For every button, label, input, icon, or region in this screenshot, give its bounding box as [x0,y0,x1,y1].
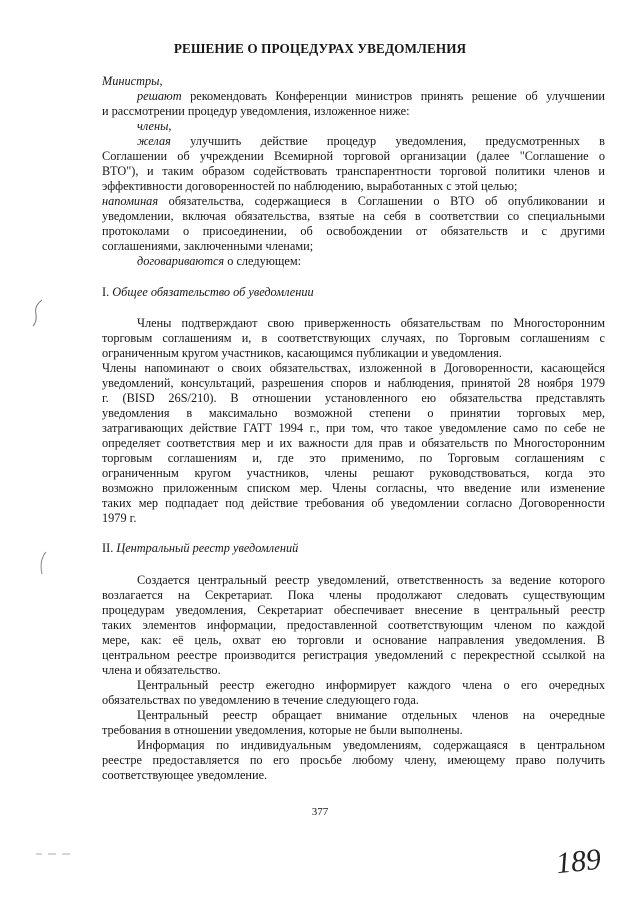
section-number: I. [102,285,113,299]
section-1-line: уведомлений, консультаций, разрешения споров и наблюдения, принятой 28 ноября 1979 [102,376,605,390]
margin-mark [36,550,50,576]
section-1-line: 1979 г. [102,511,137,525]
section-1-line: определяет соответствия мер и их важности для прав и обязательств по Многосторонним [102,436,605,450]
preamble-line-4: члены, [137,119,172,133]
section-2-line: соответствующее уведомление. [102,768,268,782]
preamble-line-3: и рассмотрении процедур уведомления, изложенное ниже: [102,104,410,118]
section-2-line: мере, как: её цель, охват ею торговли и основание направления уведомления. В [102,633,605,647]
section-2-line: таких элементов информации, предоставленной соответствующим членом по каждой [102,618,605,632]
scan-artifact [34,850,74,858]
section-1-line: торговым соглашениям и, в соответствующих случаях, по Торговым соглашениям с [102,331,605,345]
preamble-text: обязательства, содержащиеся в Соглашении о ВТО об опубликовании и [158,194,605,208]
section-title: Центральный реестр уведомлений [116,541,299,555]
preamble-line-5 [137,134,605,149]
section-1-line: ограниченным кругом участников, члены решают руководствоваться, когда это [102,466,605,480]
section-2-line: члена и обязательство. [102,663,221,677]
section-2-line: процедурам уведомления, Секретариат обеспечивает внесение в центральный реестр [102,603,605,617]
handwritten-number: 189 [554,842,603,881]
preamble-line-2 [137,89,605,104]
preamble-line-13 [137,254,640,269]
section-1-line: затрагивающих действие ГАТТ 1994 г., при том, что такое уведомление само по себе не [102,421,605,435]
preamble-line-8: эффективности договоренностей по наблюдению, выработанных с этой целью; [102,179,518,193]
preamble-line-10: уведомлении, включая обязательства, взятые на себя в соответствии со специальными [102,209,605,223]
margin-mark [30,298,46,328]
section-1-line: торговым соглашениям и, где это применимо, по Торговым соглашениям с [102,451,605,465]
section-2-line: обязательствах по уведомлению в течение следующего года. [102,693,419,707]
preamble-line-12: соглашениями, заключенными членами; [102,239,314,253]
preamble-line-6: Соглашении об учреждении Всемирной торговой организации (далее "Соглашение о [102,149,605,163]
section-1-line: Члены подтверждают свою приверженность обязательствам по Многосторонним [137,316,605,330]
section-2-line: центральном реестре производится регистрация уведомлений с перекрестной ссылкой на [102,648,605,662]
section-title: Общее обязательство об уведомлении [112,285,314,299]
preamble-line-9 [102,194,605,209]
keyword-recalling: напоминая [102,194,159,208]
preamble-text: рекомендовать Конференции министров принять решение об улучшении [181,89,605,103]
section-2-line: возлагается на Секретариат. Пока члены продолжают следовать существующим [102,588,605,602]
preamble-text: улучшить действие процедур уведомления, предусмотренных в [170,134,605,148]
section-1-heading [102,285,605,300]
section-1-line: возможно приложенным списком мер. Члены согласны, что введение или изменение [102,481,605,495]
section-2-line: требования в отношении уведомления, которые не были выполнены. [102,723,463,737]
preamble-line-11: протоколами о присоединении, об освобождении от обязательств и с другими [102,224,605,238]
preamble-text: о следующем: [224,254,302,268]
section-2-line: реестре предоставляется по его просьбе любому члену, имеющему право получить [102,753,605,767]
section-number: II. [102,541,117,555]
keyword-desiring: желая [137,134,171,148]
keyword-decide: решают [137,89,182,103]
keyword-agree: договариваются [137,254,225,268]
preamble-line-7: ВТО"), и таким образом содействовать транспарентности торговой политики членов и [102,164,605,178]
section-1-line: г. (BISD 26S/210). В отношении установленного ею обязательства представлять [102,391,605,405]
section-2-heading [102,541,605,556]
section-2-line: Центральный реестр обращает внимание отдельных членов на очередные [137,708,605,722]
section-1-line: уведомления в максимально возможной степени о принятии торговых мер, [102,406,605,420]
document-title: РЕШЕНИЕ О ПРОЦЕДУРАХ УВЕДОМЛЕНИЯ [173,41,467,56]
section-1-line: таких мер подпадает под действие требования об уведомлении согласно Договоренности [102,496,605,510]
section-2-line: Центральный реестр ежегодно информирует каждого члена о его очередных [137,678,605,692]
section-1-line: ограниченным кругом участников, касающимся публикации и уведомления. [102,346,502,360]
preamble-line-1: Министры, [102,74,163,88]
section-2-line: Создается центральный реестр уведомлений, ответственность за ведение которого [137,573,605,587]
section-1-line: Члены напоминают о своих обязательствах, изложенной в Договоренности, касающейся [102,361,605,375]
page-number: 377 [311,806,329,818]
section-2-line: Информация по индивидуальным уведомлениям, содержащаяся в центральном [137,738,605,752]
